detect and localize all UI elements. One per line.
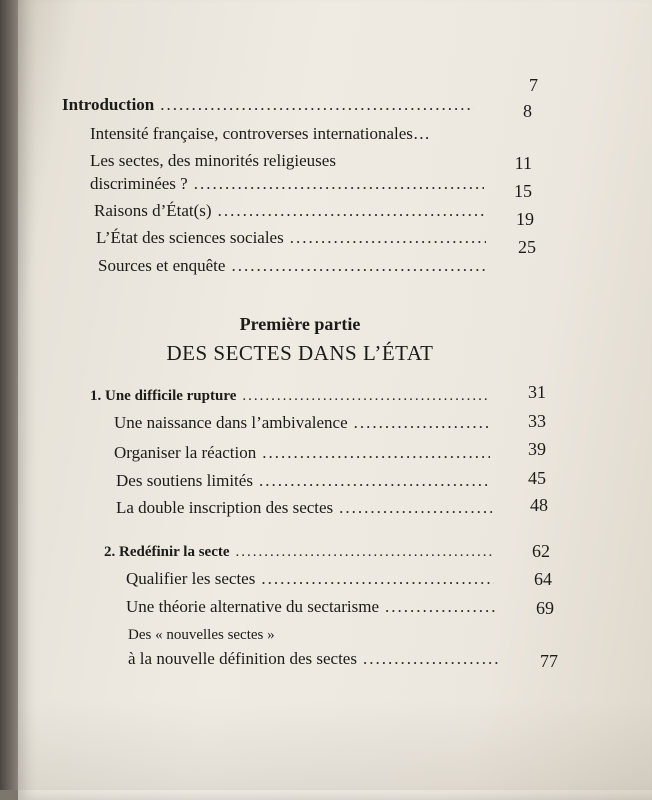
toc-page-number: 7 xyxy=(529,75,538,95)
toc-chapter xyxy=(104,541,498,563)
dot-leader xyxy=(339,497,492,519)
dot-leader xyxy=(261,568,494,590)
dot-leader xyxy=(385,596,498,618)
toc-chapter-label: 1. Une difficile rupture xyxy=(90,388,237,404)
toc-page-number: 62 xyxy=(532,541,550,561)
toc-entry-label: Des soutiens limités xyxy=(116,471,253,490)
toc-entry-label: Organiser la réaction xyxy=(114,443,257,462)
toc-entry xyxy=(94,200,490,222)
toc-entry-label: Qualifier les sectes xyxy=(126,569,256,588)
toc-entry-label: La double inscription des sectes xyxy=(116,498,334,517)
dot-leader xyxy=(363,648,500,670)
toc-chapter-label: 2. Redéfinir la secte xyxy=(104,544,230,560)
toc-entry-label: Sources et enquête xyxy=(98,256,226,275)
toc-entry-label: Des « nouvelles sectes » xyxy=(128,627,275,643)
toc-entry xyxy=(90,123,490,145)
dot-leader xyxy=(231,255,488,277)
toc-entry-label: discriminées ? xyxy=(90,174,188,193)
toc-entry xyxy=(90,173,490,195)
toc-page-number: 31 xyxy=(528,382,546,402)
toc-entry xyxy=(126,568,500,590)
dot-leader xyxy=(354,412,490,434)
dot-leader xyxy=(236,541,492,563)
dot-leader xyxy=(160,94,474,116)
toc-entry-label: Une théorie alternative du sectarisme xyxy=(126,597,379,616)
toc-page-number: 33 xyxy=(528,411,546,431)
toc-entry-label: Les sectes, des minorités religieuses xyxy=(90,151,336,170)
toc-entry-label: Raisons d’État(s) xyxy=(94,201,212,220)
toc-entry-label: Intensité française, controverses internationales… xyxy=(90,124,430,143)
toc-entry xyxy=(114,412,496,434)
toc-chapter xyxy=(90,385,494,407)
toc-entry xyxy=(98,255,494,277)
dot-leader xyxy=(259,470,490,492)
toc-page-number: 48 xyxy=(530,495,548,515)
toc-page-number: 11 xyxy=(514,153,532,173)
part-title: DES SECTES DANS L’ÉTAT xyxy=(166,341,434,365)
toc-entry-line1 xyxy=(90,150,480,172)
dot-leader xyxy=(218,200,484,222)
toc-entry xyxy=(114,442,496,464)
toc-entry-introduction xyxy=(62,94,480,116)
toc-entry xyxy=(126,596,504,618)
toc-page-number: 77 xyxy=(540,651,558,671)
dot-leader xyxy=(262,442,490,464)
page-bottom-shade xyxy=(18,700,652,790)
toc-entry xyxy=(116,470,496,492)
toc-page-number: 25 xyxy=(518,237,536,257)
toc-page-number: 39 xyxy=(528,439,546,459)
toc-page-number: 19 xyxy=(516,209,534,229)
toc-page-number: 64 xyxy=(534,569,552,589)
toc-page-number: 15 xyxy=(514,181,532,201)
toc-entry xyxy=(128,648,506,670)
toc-entry-label: L’État des sciences sociales xyxy=(96,228,284,247)
toc-page-number: 69 xyxy=(536,598,554,618)
toc-entry xyxy=(96,227,492,249)
dot-leader xyxy=(242,385,488,407)
toc-page-number: 45 xyxy=(528,468,546,488)
toc-entry-label: Une naissance dans l’ambivalence xyxy=(114,413,348,432)
toc-entry-line1 xyxy=(128,624,428,646)
dot-leader xyxy=(194,173,484,195)
part-label: Première partie xyxy=(239,314,361,334)
toc-page-number: 8 xyxy=(523,101,532,121)
toc-entry-label: à la nouvelle définition des sectes xyxy=(128,649,357,668)
dot-leader xyxy=(290,227,486,249)
toc-entry xyxy=(116,497,498,519)
toc-entry-label: Introduction xyxy=(62,95,155,114)
